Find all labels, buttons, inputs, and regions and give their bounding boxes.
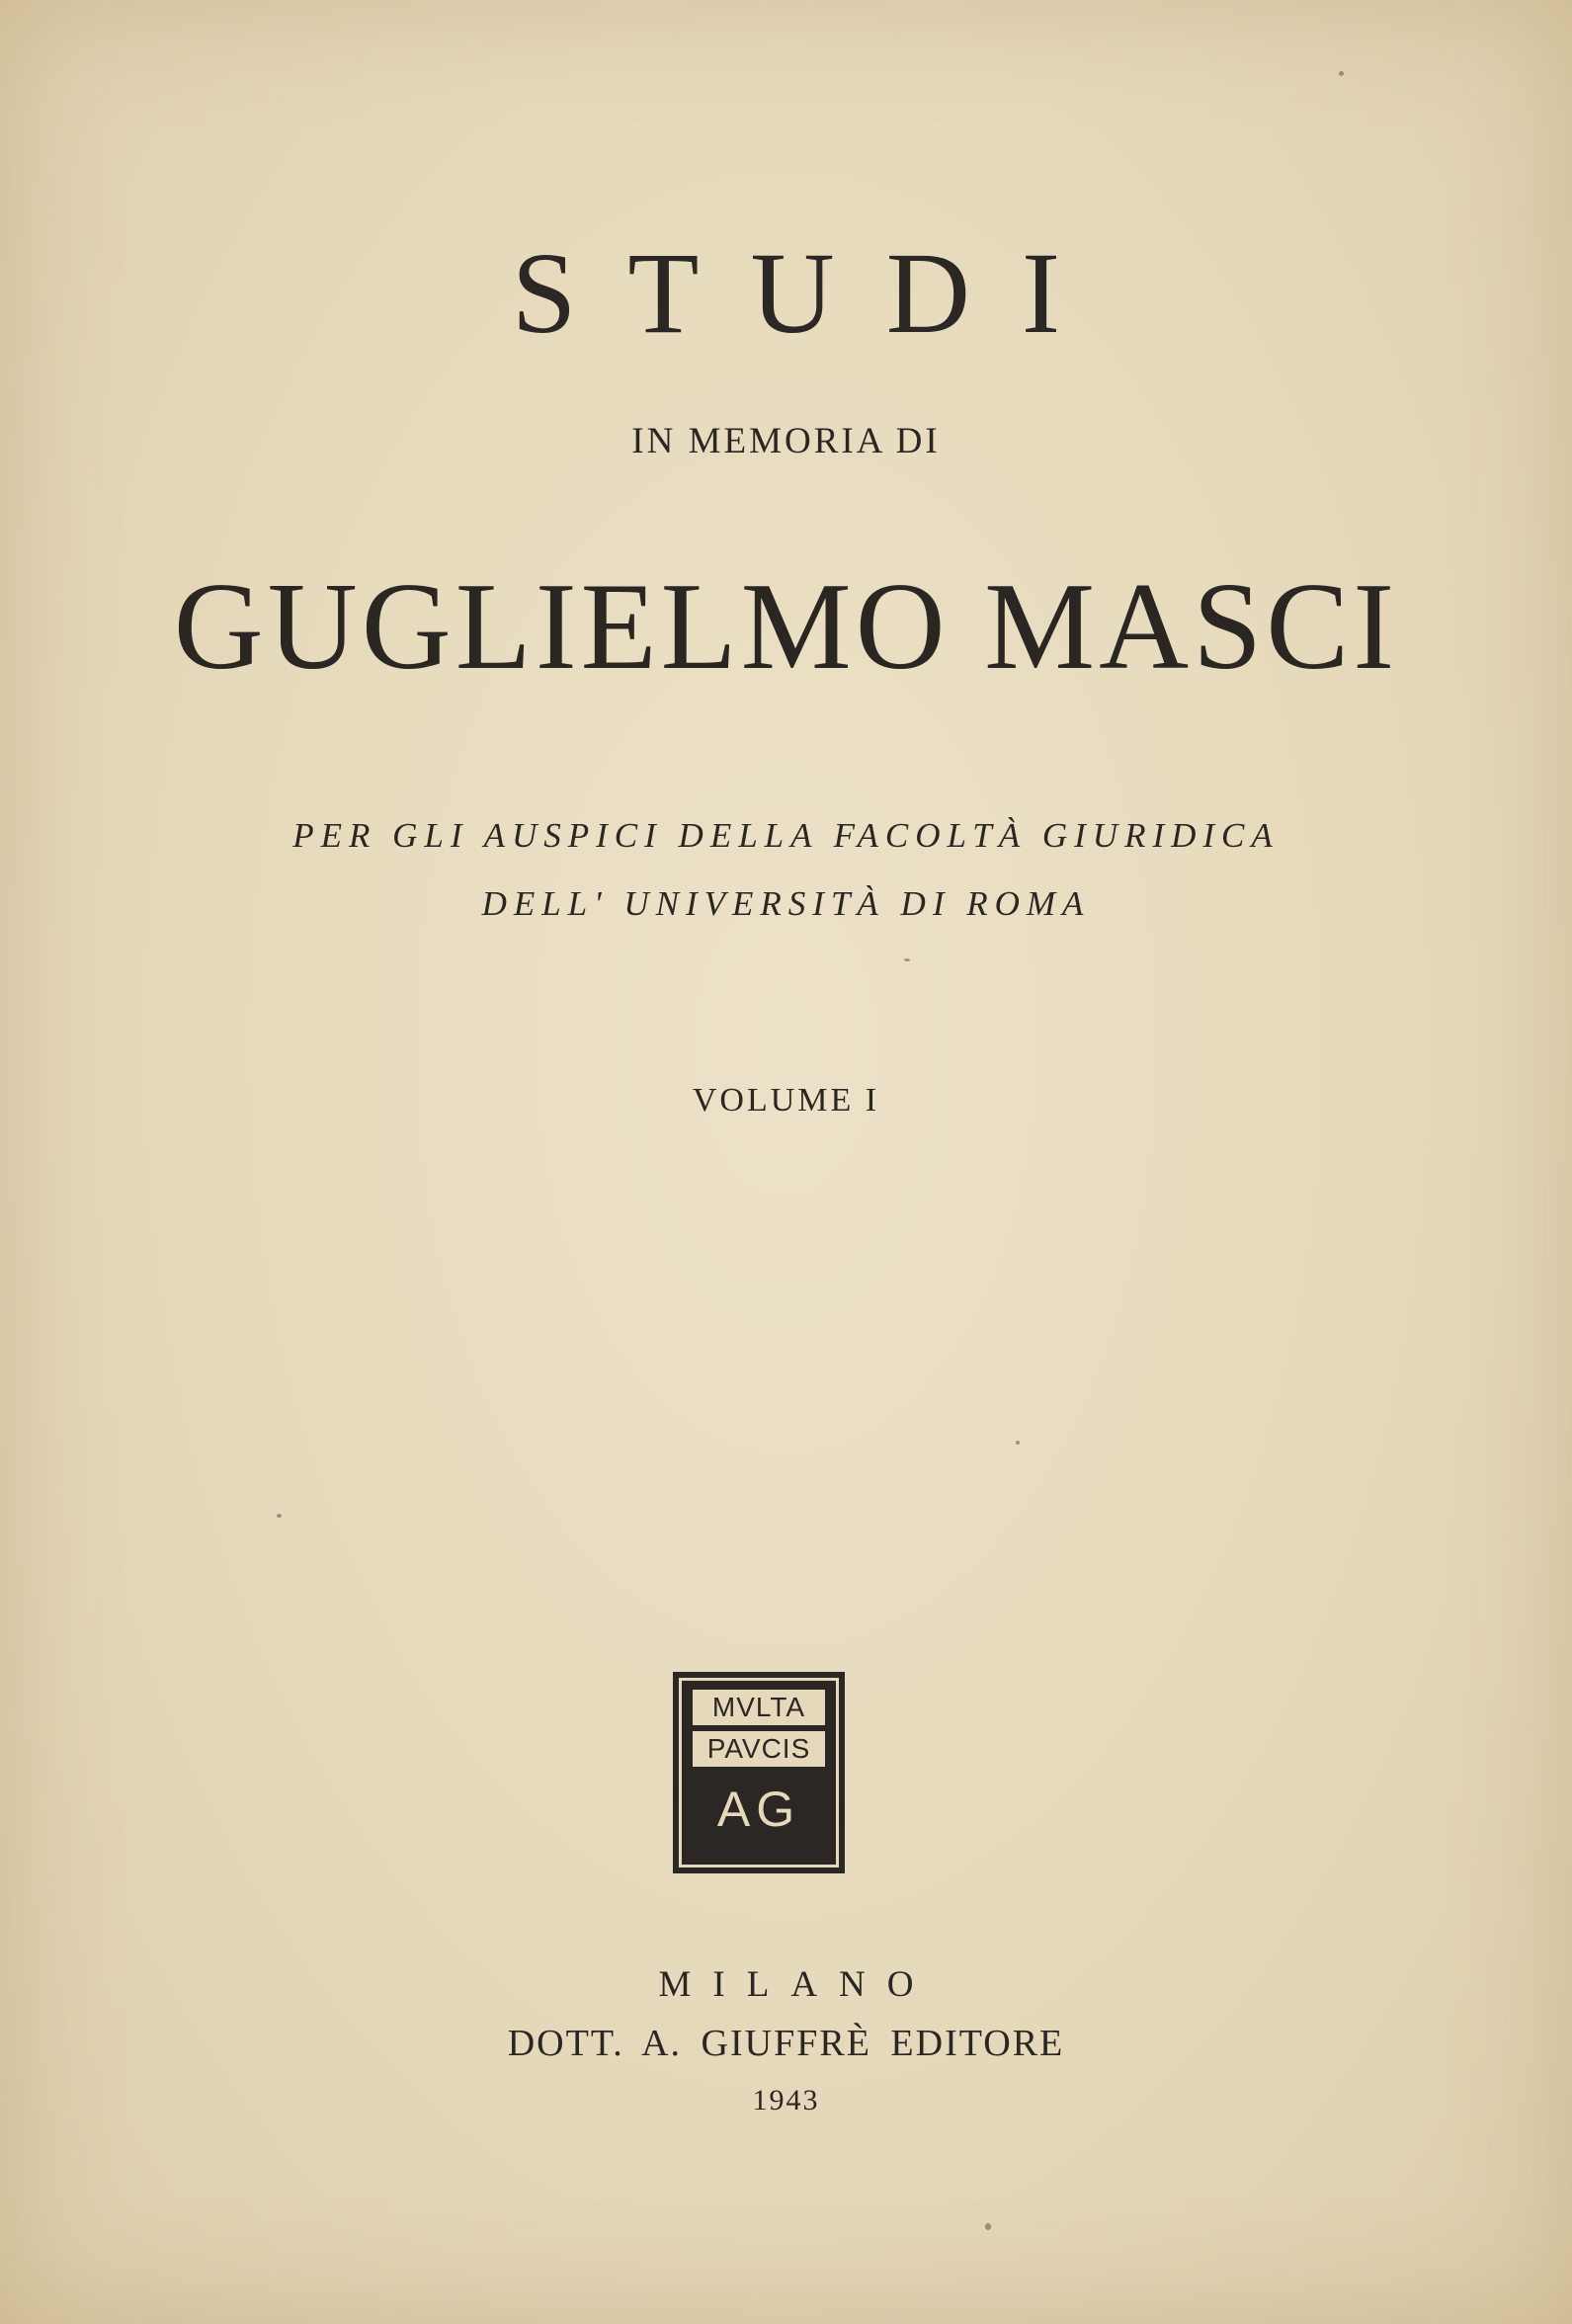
publication-year: 1943 [752,2084,820,2116]
volume-number: VOLUME I [692,1082,880,1119]
book-subtitle: IN MEMORIA DI [631,421,941,461]
logo-word-2: PAVCIS [693,1731,825,1767]
publication-city: MILANO [658,1964,936,2005]
auspices-line-1: PER GLI AUSPICI DELLA FACOLTÀ GIURIDICA [292,816,1280,855]
paper-speck [1339,71,1344,76]
paper-speck [277,1514,282,1518]
paper-speck [904,958,910,961]
paper-speck [985,2223,991,2230]
publisher-name: DOTT. A. GIUFFRÈ EDITORE [507,2023,1065,2064]
publisher-logo [673,1672,845,1873]
paper-speck [1016,1441,1020,1445]
logo-monogram: AG [716,1782,801,1837]
auspices-line-2: DELL' UNIVERSITÀ DI ROMA [481,884,1091,923]
publisher-logo-frame [679,1678,839,1868]
honoree-name: GUGLIELMO MASCI [173,558,1399,696]
logo-word-1: MVLTA [693,1690,825,1725]
book-title: STUDI [511,228,1113,358]
